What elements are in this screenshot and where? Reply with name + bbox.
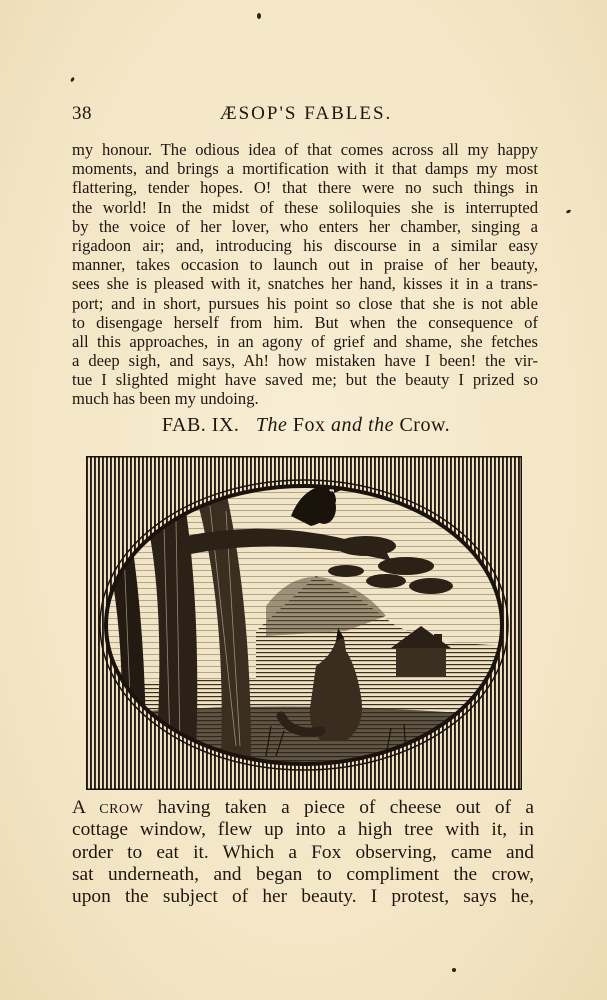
text-line: a deep sigh, and says, Ah! how mistaken have I been! the vir-	[72, 351, 538, 371]
ink-speck	[257, 13, 261, 19]
text-line: cottage window, flew up into a high tree with it, in	[72, 819, 534, 841]
text-line: all this approaches, in an agony of grief and shame, she fetches	[72, 331, 538, 351]
text-line: my honour. The odious idea of that comes across all my happy	[72, 140, 538, 159]
running-title: ÆSOP'S FABLES.	[219, 103, 393, 124]
text-line: port; and in short, pursues his point so close that she is not able	[72, 293, 538, 313]
first-line-rest: having taken a piece of cheese out of a	[157, 797, 534, 818]
text-line: manner, takes occasion to launch out in praise of her beauty,	[72, 255, 538, 275]
text-line: moments, and brings a mortification with it that damps my most	[72, 159, 538, 179]
fable-title-word: the	[368, 414, 394, 436]
text-line: order to eat it. Which a Fox observing, came and	[72, 841, 534, 863]
continued-paragraph	[72, 140, 538, 409]
fable-title-word: and	[331, 414, 363, 436]
text-line: flattering, tender hopes. O! that there were no such things in	[72, 178, 538, 198]
text-line: tue I slighted might have saved me; but the beauty I prized so	[72, 370, 538, 390]
text-line: rigadoon air; and, introducing his discourse in a similar easy	[72, 235, 538, 255]
fable-paragraph	[72, 797, 534, 908]
fable-title-word: The	[255, 414, 288, 436]
first-word: A	[72, 797, 85, 818]
running-header	[72, 103, 540, 129]
small-caps-word: crow	[99, 797, 144, 818]
text-line: the world! In the midst of these soliloquies she is interrupted	[72, 197, 538, 217]
text-line: sat underneath, and began to compliment the crow,	[72, 863, 534, 885]
text-line: upon the subject of her beauty. I protest, says he,	[72, 886, 534, 908]
text-line	[72, 797, 534, 819]
woodcut-fox-and-crow-icon	[86, 456, 522, 790]
fable-title-word: Crow.	[399, 414, 451, 436]
ink-speck	[452, 968, 456, 972]
text-line: sees she is pleased with it, snatches her hand, kisses it in a trans-	[72, 274, 538, 294]
fable-title-word: Fox	[292, 414, 326, 436]
text-line: much has been my undoing.	[72, 389, 259, 409]
text-line: by the voice of her lover, who enters her chamber, singing a	[72, 216, 538, 236]
ink-speck	[566, 209, 572, 214]
page-number: 38	[72, 103, 92, 124]
text-line: to disengage herself from him. But when the consequence of	[72, 312, 538, 332]
fable-number: FAB. IX.	[161, 414, 240, 436]
ink-speck	[70, 77, 75, 83]
fable-heading	[72, 414, 540, 437]
